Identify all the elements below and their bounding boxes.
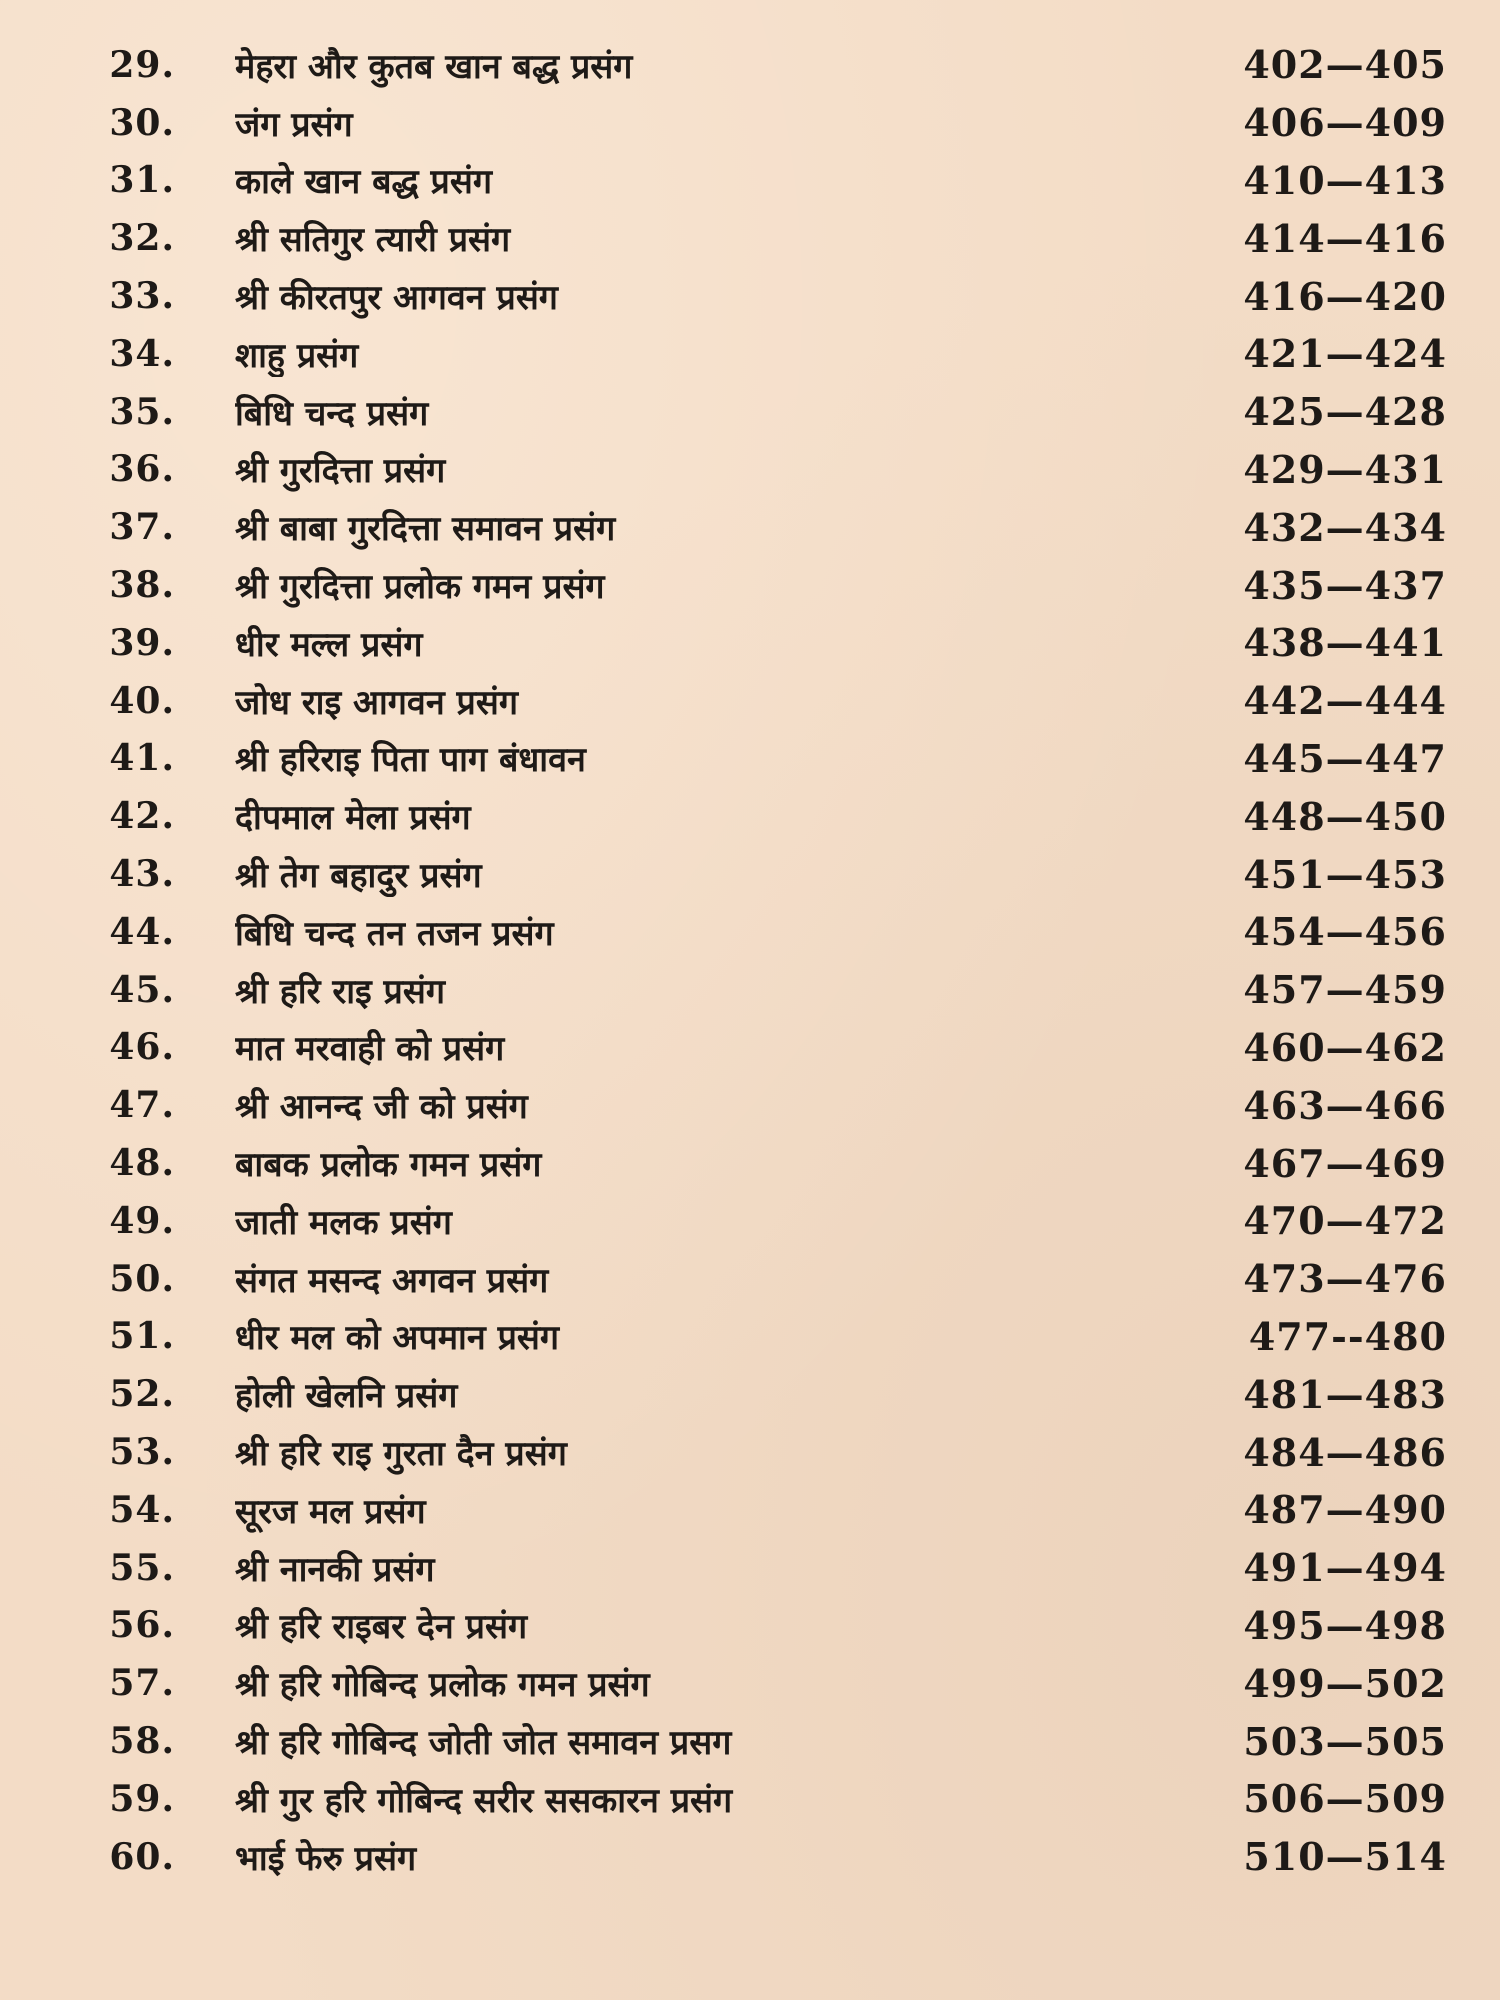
entry-number: 29. xyxy=(109,43,175,86)
entry-title: श्री कीरतपुर आगवन प्रसंग xyxy=(235,278,558,319)
entry-page-range: 435—437 xyxy=(1243,562,1447,608)
toc-entry xyxy=(55,1828,1455,1886)
entry-page-range: 451—453 xyxy=(1243,851,1447,897)
toc-entry xyxy=(55,152,1455,210)
toc-entry xyxy=(55,1308,1455,1366)
entry-number: 58. xyxy=(109,1720,175,1762)
entry-title: मात मरवाही को प्रसंग xyxy=(235,1029,505,1070)
toc-entry xyxy=(55,1539,1455,1597)
entry-number: 39. xyxy=(109,621,175,664)
entry-number: 60. xyxy=(109,1835,175,1878)
entry-number: 48. xyxy=(109,1142,175,1185)
entry-page-range: 473—476 xyxy=(1243,1256,1447,1302)
toc-entry xyxy=(55,209,1455,267)
entry-number: 42. xyxy=(109,795,175,838)
toc-entry xyxy=(55,383,1455,441)
entry-title: बाबक प्रलोक गमन प्रसंग xyxy=(235,1145,542,1186)
entry-title: श्री हरि राइ गुरता दैन प्रसंग xyxy=(235,1434,567,1475)
entry-title: बिधि चन्द तन तजन प्रसंग xyxy=(235,913,554,954)
entry-title: होली खेलनि प्रसंग xyxy=(235,1376,458,1417)
entry-title: श्री आनन्द जी को प्रसंग xyxy=(235,1087,528,1128)
entry-number: 41. xyxy=(109,737,175,780)
entry-title: भाई फेरु प्रसंग xyxy=(235,1838,417,1879)
entry-number: 38. xyxy=(109,564,175,607)
toc-entry xyxy=(55,36,1455,94)
entry-page-range: 481—483 xyxy=(1243,1371,1447,1417)
toc-entry xyxy=(55,1712,1455,1770)
entry-number: 56. xyxy=(109,1604,175,1647)
entry-title: श्री हरि राइबर देन प्रसंग xyxy=(235,1607,528,1648)
entry-title: श्री नानकी प्रसंग xyxy=(235,1549,435,1590)
entry-title: श्री गुरदित्ता प्रसंग xyxy=(235,451,446,492)
entry-number: 51. xyxy=(109,1315,175,1358)
entry-number: 37. xyxy=(109,506,175,549)
toc-entry xyxy=(55,1423,1455,1481)
entry-page-range: 406—409 xyxy=(1243,100,1447,146)
entry-title: शाहु प्रसंग xyxy=(235,335,359,376)
toc-entry xyxy=(55,903,1455,961)
entry-page-range: 510—514 xyxy=(1243,1834,1447,1880)
entry-page-range: 463—466 xyxy=(1243,1082,1447,1128)
entry-page-range: 506—509 xyxy=(1243,1776,1447,1822)
entry-title: श्री सतिगुर त्यारी प्रसंग xyxy=(235,220,511,261)
entry-page-range: 402—405 xyxy=(1243,42,1447,88)
entry-number: 44. xyxy=(109,910,175,953)
entry-title: श्री गुर हरि गोबिन्द सरीर ससकारन प्रसंग xyxy=(235,1780,733,1821)
entry-title: मेहरा और कुतब खान बद्ध प्रसंग xyxy=(235,46,633,87)
toc-entry xyxy=(55,441,1455,499)
entry-number: 49. xyxy=(109,1199,175,1242)
entry-number: 52. xyxy=(109,1373,175,1416)
toc-entry xyxy=(55,1192,1455,1250)
entry-number: 35. xyxy=(109,390,175,433)
entry-title: दीपमाल मेला प्रसंग xyxy=(235,798,471,839)
entry-page-range: 467—469 xyxy=(1243,1140,1447,1186)
entry-title: जाती मलक प्रसंग xyxy=(235,1202,452,1243)
entry-page-range: 460—462 xyxy=(1243,1024,1447,1070)
toc-entry xyxy=(55,1770,1455,1828)
entry-title: काले खान बद्ध प्रसंग xyxy=(235,162,493,203)
toc-entry xyxy=(55,1250,1455,1308)
toc-entry xyxy=(55,1365,1455,1423)
entry-title: धीर मल्ल प्रसंग xyxy=(235,624,423,665)
toc-entry xyxy=(55,1597,1455,1655)
toc-entry xyxy=(55,787,1455,845)
entry-page-range: 421—424 xyxy=(1243,331,1447,377)
entry-page-range: 416—420 xyxy=(1243,273,1447,319)
entry-number: 36. xyxy=(109,448,175,491)
entry-page-range: 503—505 xyxy=(1243,1718,1447,1764)
toc-entry xyxy=(55,672,1455,730)
toc-entry xyxy=(55,94,1455,152)
entry-page-range: 429—431 xyxy=(1243,446,1447,492)
entry-page-range: 454—456 xyxy=(1243,909,1447,955)
entry-page-range: 477--480 xyxy=(1248,1313,1447,1359)
entry-number: 32. xyxy=(109,217,175,260)
toc-entry xyxy=(55,1134,1455,1192)
toc-entry xyxy=(55,1019,1455,1077)
entry-number: 47. xyxy=(109,1084,175,1127)
entry-page-range: 410—413 xyxy=(1243,157,1447,203)
entry-title: श्री गुरदित्ता प्रलोक गमन प्रसंग xyxy=(235,567,605,608)
toc-entry xyxy=(55,845,1455,903)
toc-entry xyxy=(55,1654,1455,1712)
entry-title: श्री हरिराइ पिता पाग बंधावन xyxy=(235,740,586,781)
entry-page-range: 448—450 xyxy=(1243,793,1447,839)
toc-entry xyxy=(55,730,1455,788)
entry-title: जोध राइ आगवन प्रसंग xyxy=(235,682,518,723)
entry-page-range: 425—428 xyxy=(1243,389,1447,435)
entry-title: बिधि चन्द प्रसंग xyxy=(235,393,429,434)
entry-number: 45. xyxy=(109,968,175,1011)
toc-entry xyxy=(55,556,1455,614)
toc-entry xyxy=(55,267,1455,325)
toc-entry xyxy=(55,498,1455,556)
entry-number: 34. xyxy=(109,332,175,375)
toc-entry xyxy=(55,325,1455,383)
entry-page-range: 487—490 xyxy=(1243,1487,1447,1533)
entry-number: 30. xyxy=(109,101,175,144)
entry-title: श्री हरि गोबिन्द जोती जोत समावन प्रसग xyxy=(235,1723,732,1763)
entry-page-range: 445—447 xyxy=(1243,735,1447,781)
entry-page-range: 491—494 xyxy=(1243,1545,1447,1591)
toc-entry xyxy=(55,961,1455,1019)
entry-page-range: 414—416 xyxy=(1243,215,1447,261)
entry-page-range: 495—498 xyxy=(1243,1602,1447,1648)
entry-title: धीर मल को अपमान प्रसंग xyxy=(235,1318,560,1359)
entry-title: श्री बाबा गुरदित्ता समावन प्रसंग xyxy=(235,509,616,550)
entry-number: 59. xyxy=(109,1777,175,1820)
entry-number: 31. xyxy=(109,159,175,202)
entry-page-range: 484—486 xyxy=(1243,1429,1447,1475)
entry-number: 57. xyxy=(109,1662,175,1705)
toc-entry xyxy=(55,1481,1455,1539)
entry-title: संगत मसन्द अगवन प्रसंग xyxy=(235,1260,549,1301)
entry-page-range: 432—434 xyxy=(1243,504,1447,550)
entry-title: श्री हरि राइ प्रसंग xyxy=(235,971,446,1012)
entry-number: 55. xyxy=(109,1546,175,1589)
entry-page-range: 438—441 xyxy=(1243,620,1447,666)
entry-number: 54. xyxy=(109,1488,175,1531)
entry-page-range: 457—459 xyxy=(1243,967,1447,1013)
entry-title: श्री हरि गोबिन्द प्रलोक गमन प्रसंग xyxy=(235,1665,650,1706)
entry-number: 43. xyxy=(109,853,175,896)
toc-entry xyxy=(55,614,1455,672)
entry-title: श्री तेग बहादुर प्रसंग xyxy=(235,856,482,897)
entry-page-range: 470—472 xyxy=(1243,1198,1447,1244)
entry-title: सूरज मल प्रसंग xyxy=(235,1491,426,1532)
table-of-contents xyxy=(55,36,1455,1886)
entry-number: 33. xyxy=(109,275,175,318)
entry-title: जंग प्रसंग xyxy=(235,104,353,145)
entry-number: 40. xyxy=(109,679,175,722)
entry-number: 46. xyxy=(109,1026,175,1069)
entry-page-range: 442—444 xyxy=(1243,678,1447,724)
entry-page-range: 499—502 xyxy=(1243,1660,1447,1706)
entry-number: 50. xyxy=(109,1257,175,1300)
entry-number: 53. xyxy=(109,1431,175,1474)
toc-entry xyxy=(55,1076,1455,1134)
